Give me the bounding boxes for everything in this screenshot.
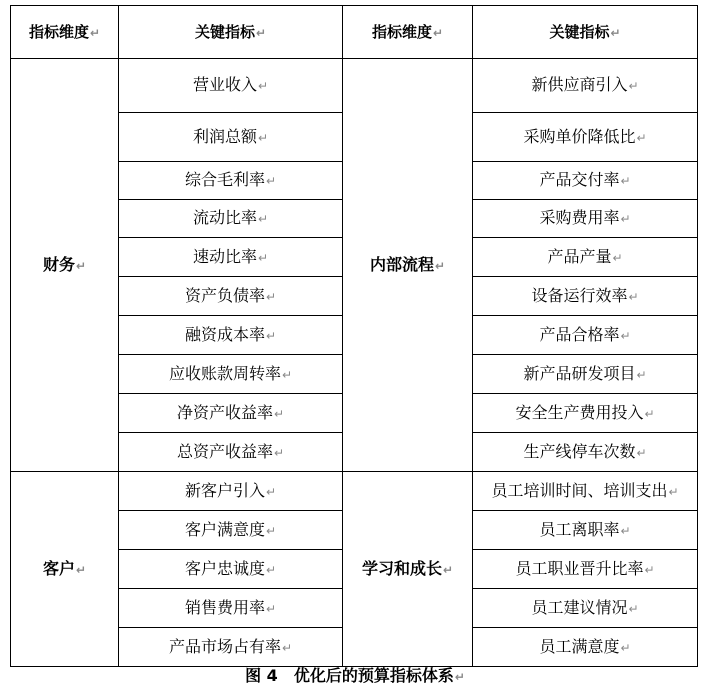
header-metric-left: 关键指标↵ [119,6,343,59]
table-row [11,59,698,113]
metric-cell: 客户忠诚度↵ [119,550,343,589]
metric-cell: 产品交付率↵ [473,162,698,200]
figure-number: 图 4 [245,666,278,685]
metric-cell: 应收账款周转率↵ [119,355,343,394]
dimension-cell-customer: 客户↵ [11,472,119,667]
figure-caption: 图 4 优化后的预算指标体系↵ [245,666,465,685]
metric-cell: 销售费用率↵ [119,589,343,628]
metric-cell: 产品市场占有率↵ [119,628,343,667]
figure-title: 优化后的预算指标体系 [293,666,454,685]
header-row [11,6,698,59]
metric-cell: 生产线停车次数↵ [473,433,698,472]
metric-cell: 安全生产费用投入↵ [473,394,698,433]
metric-cell: 融资成本率↵ [119,316,343,355]
header-dimension-right: 指标维度↵ [343,6,473,59]
metric-cell: 资产负债率↵ [119,277,343,316]
metric-cell: 新供应商引入↵ [473,59,698,113]
metric-cell: 利润总额↵ [119,113,343,162]
metric-cell: 员工满意度↵ [473,628,698,667]
metric-cell: 设备运行效率↵ [473,277,698,316]
dimension-cell-finance: 财务↵ [11,59,119,472]
metric-cell: 综合毛利率↵ [119,162,343,200]
dimension-cell-internal-process: 内部流程↵ [343,59,473,472]
metric-cell: 采购单价降低比↵ [473,113,698,162]
metric-cell: 产品产量↵ [473,238,698,277]
metric-cell: 员工离职率↵ [473,511,698,550]
header-dimension-left: 指标维度↵ [11,6,119,59]
table-row [11,472,698,511]
metric-cell: 产品合格率↵ [473,316,698,355]
metric-cell: 客户满意度↵ [119,511,343,550]
metric-cell: 净资产收益率↵ [119,394,343,433]
metric-cell: 员工建议情况↵ [473,589,698,628]
metric-cell: 营业收入↵ [119,59,343,113]
metric-cell: 新产品研发项目↵ [473,355,698,394]
header-metric-right: 关键指标↵ [473,6,698,59]
kpi-table [10,5,698,667]
metric-cell: 总资产收益率↵ [119,433,343,472]
metric-cell: 员工职业晋升比率↵ [473,550,698,589]
metric-cell: 流动比率↵ [119,200,343,238]
metric-cell: 采购费用率↵ [473,200,698,238]
metric-cell: 速动比率↵ [119,238,343,277]
metric-cell: 员工培训时间、培训支出↵ [473,472,698,511]
dimension-cell-learning-growth: 学习和成长↵ [343,472,473,667]
metric-cell: 新客户引入↵ [119,472,343,511]
